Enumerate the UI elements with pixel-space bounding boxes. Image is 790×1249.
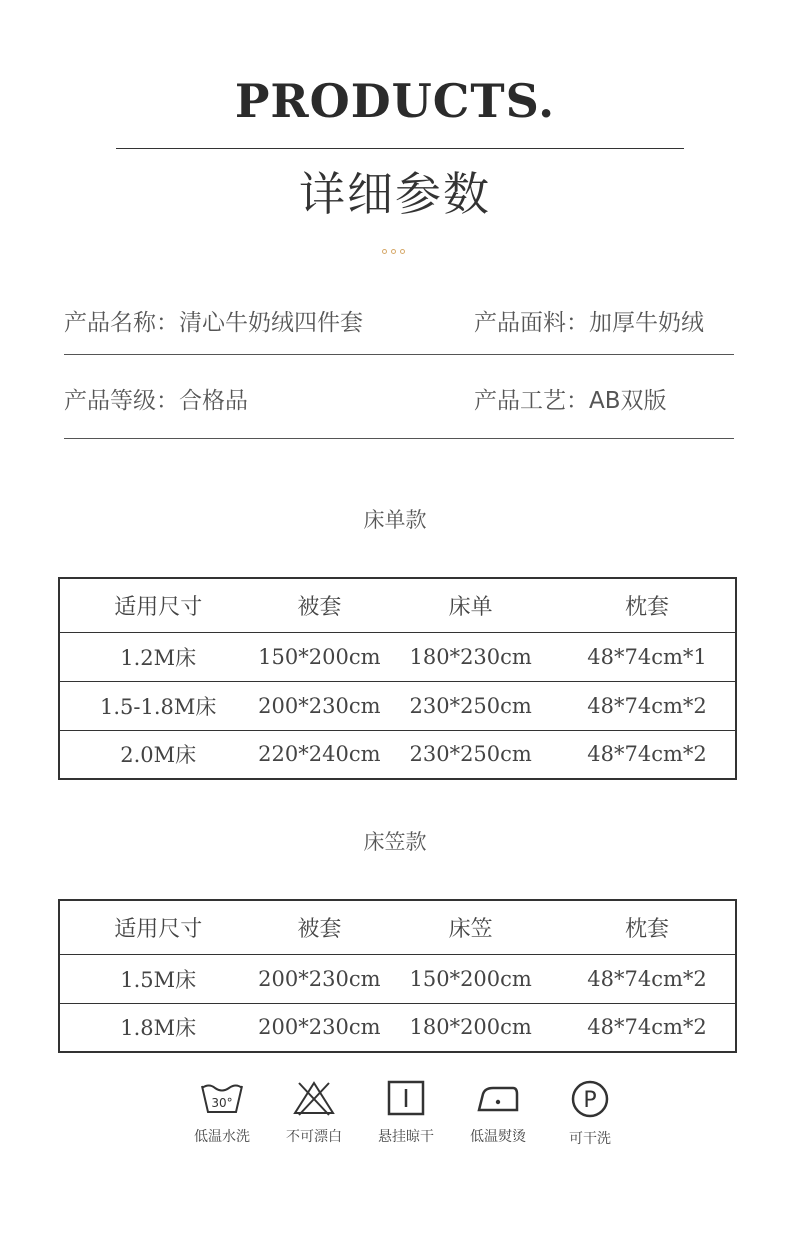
table-cell: 150*200cm	[382, 954, 559, 1003]
care-item-iron	[452, 1080, 544, 1148]
care-label: 低温水洗	[194, 1129, 250, 1145]
table-cell: 48*74cm*2	[587, 742, 707, 767]
table-cell: 48*74cm*2	[587, 1015, 707, 1040]
table-cell: 48*74cm*2	[559, 954, 736, 1003]
care-label: 可干洗	[569, 1131, 611, 1147]
table-row	[59, 1003, 736, 1052]
table-row	[59, 681, 736, 730]
dot-icon	[382, 249, 387, 254]
dry-clean-letter: P	[583, 1088, 597, 1113]
fitted-sheet-table	[58, 899, 737, 1053]
table-header-row	[59, 578, 736, 632]
column-header: 床笠	[382, 900, 559, 954]
product-grade: 产品等级：合格品	[64, 388, 248, 414]
product-craft: 产品工艺：AB双版	[474, 388, 667, 414]
table-cell: 1.5M床	[59, 954, 256, 1003]
column-header: 被套	[256, 900, 382, 954]
care-item-dry	[360, 1080, 452, 1148]
care-item-dryclean	[544, 1080, 636, 1148]
table-cell: 150*200cm	[256, 632, 382, 681]
table-cell: 1.2M床	[59, 632, 256, 681]
column-header: 被套	[256, 578, 382, 632]
fitted-sheet-title: 床笠款	[363, 830, 427, 854]
care-instructions	[176, 1080, 636, 1148]
column-header: 枕套	[559, 578, 736, 632]
care-label: 不可漂白	[286, 1129, 342, 1145]
table-cell: 200*230cm	[256, 681, 382, 730]
table-row	[59, 730, 736, 779]
care-item-wash	[176, 1080, 268, 1148]
wash-30-icon	[199, 1080, 245, 1116]
iron-low-icon	[475, 1080, 521, 1116]
table-cell: 1.8M床	[120, 1016, 197, 1041]
table-cell: 48*74cm*2	[559, 681, 736, 730]
table-cell: 48*74cm*1	[559, 632, 736, 681]
flat-sheet-table	[58, 577, 737, 780]
hang-dry-icon	[383, 1080, 429, 1116]
dot-icon	[400, 249, 405, 254]
info-divider	[64, 354, 734, 355]
dot-icon	[391, 249, 396, 254]
wash-temp-label: 30°	[211, 1096, 233, 1110]
column-header: 适用尺寸	[59, 900, 256, 954]
table-cell: 200*230cm	[258, 1015, 381, 1040]
table-cell: 230*250cm	[382, 681, 559, 730]
table-cell: 220*240cm	[258, 742, 381, 767]
dry-clean-icon	[567, 1080, 613, 1118]
care-label: 低温熨烫	[470, 1129, 526, 1145]
table-cell: 2.0M床	[120, 743, 197, 768]
table-cell: 230*250cm	[409, 742, 532, 767]
no-bleach-icon	[291, 1080, 337, 1116]
heading-divider	[116, 148, 684, 149]
column-header: 枕套	[559, 900, 736, 954]
flat-sheet-title: 床单款	[363, 508, 427, 532]
table-cell: 1.5-1.8M床	[59, 681, 256, 730]
product-name: 产品名称：清心牛奶绒四件套	[64, 310, 363, 336]
table-header-row	[59, 900, 736, 954]
table-cell: 180*200cm	[409, 1015, 532, 1040]
care-label: 悬挂晾干	[378, 1129, 434, 1145]
table-cell: 200*230cm	[256, 954, 382, 1003]
care-item-bleach	[268, 1080, 360, 1148]
table-row	[59, 954, 736, 1003]
table-cell: 180*230cm	[382, 632, 559, 681]
column-header: 床单	[382, 578, 559, 632]
info-divider	[64, 438, 734, 439]
column-header: 适用尺寸	[59, 578, 256, 632]
decorative-dots	[382, 249, 405, 254]
product-fabric: 产品面料：加厚牛奶绒	[474, 310, 704, 336]
page-title: 详细参数	[299, 167, 491, 221]
brand-heading: PRODUCTS.	[234, 74, 556, 128]
table-row	[59, 632, 736, 681]
